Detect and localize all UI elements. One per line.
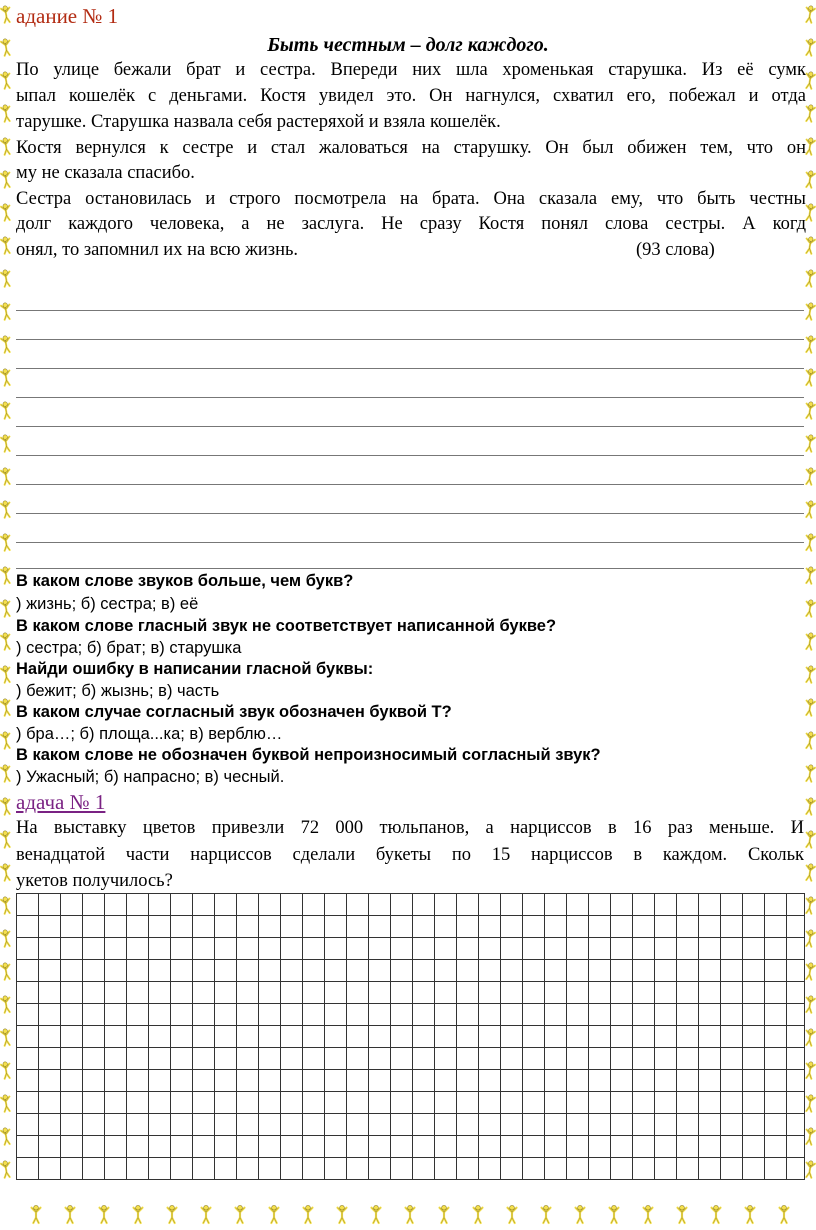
yellow-figure-icon [678, 1205, 687, 1223]
yellow-figure-icon [338, 1205, 347, 1223]
yellow-figure-icon [805, 467, 816, 485]
bottom-border-figures [0, 1194, 816, 1230]
yellow-figure-icon [1, 830, 12, 848]
yellow-figure-icon [805, 599, 816, 617]
yellow-figure-icon [805, 929, 816, 947]
answers-5: ) Ужасный; б) напрасно; в) чесный. [16, 768, 285, 786]
yellow-figure-icon [805, 764, 816, 782]
yellow-figure-icon [805, 830, 816, 848]
story-title: Быть честным – долг каждого. [267, 34, 549, 56]
yellow-figure-icon [1, 104, 12, 122]
yellow-figure-icon [805, 1061, 816, 1079]
yellow-figure-icon [1, 401, 12, 419]
yellow-figure-icon [805, 104, 816, 122]
yellow-figure-icon [1, 467, 12, 485]
answers-1: ) жизнь; б) сестра; в) её [16, 595, 199, 613]
math-problem-line: укетов получилось? [16, 871, 173, 891]
question-3: Найди ошибку в написании гласной буквы: [16, 660, 374, 678]
yellow-figure-icon [1, 236, 12, 254]
word-count: (93 слова) [636, 240, 715, 260]
yellow-figure-icon [32, 1205, 41, 1223]
yellow-figure-icon [202, 1205, 211, 1223]
yellow-figure-icon [1, 797, 12, 815]
yellow-figure-icon [805, 863, 816, 881]
answers-4: ) бра…; б) площа...ка; в) верблю… [16, 725, 283, 743]
story-line: Костя вернулся к сестре и стал жаловаться на старушку. Он был обижен тем, что он [16, 138, 806, 158]
yellow-figure-icon [805, 698, 816, 716]
yellow-figure-icon [805, 137, 816, 155]
yellow-figure-icon [1, 203, 12, 221]
writing-line[interactable] [16, 368, 804, 369]
yellow-figure-icon [576, 1205, 585, 1223]
yellow-figure-icon [610, 1205, 619, 1223]
yellow-figure-icon [1, 434, 12, 452]
yellow-figure-icon [440, 1205, 449, 1223]
yellow-figure-icon [1, 566, 12, 584]
yellow-figure-icon [1, 500, 12, 518]
yellow-figure-icon [1, 929, 12, 947]
yellow-figure-icon [168, 1205, 177, 1223]
yellow-figure-icon [805, 1094, 816, 1112]
yellow-figure-icon [1, 1094, 12, 1112]
yellow-figure-icon [1, 170, 12, 188]
yellow-figure-icon [236, 1205, 245, 1223]
yellow-figure-icon [805, 1127, 816, 1145]
math-problem-line: На выставку цветов привезли 72 000 тюльпанов, а нарциссов в 16 раз меньше. И [16, 818, 804, 838]
yellow-figure-icon [1, 599, 12, 617]
yellow-figure-icon [1, 1028, 12, 1046]
yellow-figure-icon [1, 5, 12, 23]
yellow-figure-icon [1, 368, 12, 386]
yellow-figure-icon [1, 1061, 12, 1079]
answers-3: ) бежит; б) жызнь; в) часть [16, 682, 220, 700]
yellow-figure-icon [805, 302, 816, 320]
yellow-figure-icon [780, 1205, 789, 1223]
story-line: долг каждого человека, а не заслуга. Не сразу Костя понял слова сестры. А когд [16, 214, 806, 234]
math-task-title: адача № 1 [16, 790, 106, 814]
yellow-figure-icon [805, 170, 816, 188]
yellow-figure-icon [406, 1205, 415, 1223]
yellow-figure-icon [805, 368, 816, 386]
question-1: В каком слове звуков больше, чем букв? [16, 572, 354, 590]
yellow-figure-icon [542, 1205, 551, 1223]
yellow-figure-icon [805, 533, 816, 551]
question-5: В каком слове не обозначен буквой непроизносимый согласный звук? [16, 746, 601, 764]
yellow-figure-icon [746, 1205, 755, 1223]
yellow-figure-icon [805, 1160, 816, 1178]
yellow-figure-icon [805, 203, 816, 221]
writing-line[interactable] [16, 568, 804, 569]
yellow-figure-icon [1, 698, 12, 716]
yellow-figure-icon [805, 896, 816, 914]
yellow-figure-icon [1, 962, 12, 980]
math-grid[interactable] [16, 893, 805, 1180]
story-line: ыпал кошелёк с деньгами. Костя увидел это. Он нагнулся, схватил его, побежал и отда [16, 86, 806, 106]
writing-line[interactable] [16, 339, 804, 340]
yellow-figure-icon [805, 962, 816, 980]
yellow-figure-icon [1, 335, 12, 353]
yellow-figure-icon [134, 1205, 143, 1223]
yellow-figure-icon [805, 632, 816, 650]
yellow-figure-icon [1, 1127, 12, 1145]
yellow-figure-icon [100, 1205, 109, 1223]
story-line: онял, то запомнил их на всю жизнь. [16, 240, 299, 260]
writing-line[interactable] [16, 397, 804, 398]
yellow-figure-icon [805, 434, 816, 452]
yellow-figure-icon [805, 236, 816, 254]
left-border-figures [0, 0, 16, 1230]
yellow-figure-icon [805, 269, 816, 287]
yellow-figure-icon [644, 1205, 653, 1223]
question-4: В каком случае согласный звук обозначен буквой Т? [16, 703, 452, 721]
yellow-figure-icon [508, 1205, 517, 1223]
yellow-figure-icon [1, 269, 12, 287]
math-problem-line: венадцатой части нарциссов сделали букеты по 15 нарциссов в каждом. Скольк [16, 845, 804, 865]
yellow-figure-icon [805, 797, 816, 815]
story-line: му не сказала спасибо. [16, 163, 195, 183]
story-line: тарушке. Старушка назвала себя растеряхой и взяла кошелёк. [16, 112, 501, 132]
yellow-figure-icon [805, 401, 816, 419]
yellow-figure-icon [474, 1205, 483, 1223]
yellow-figure-icon [1, 71, 12, 89]
writing-line[interactable] [16, 542, 804, 543]
yellow-figure-icon [372, 1205, 381, 1223]
yellow-figure-icon [1, 302, 12, 320]
yellow-figure-icon [270, 1205, 279, 1223]
yellow-figure-icon [1, 632, 12, 650]
yellow-figure-icon [1, 137, 12, 155]
yellow-figure-icon [805, 731, 816, 749]
yellow-figure-icon [805, 566, 816, 584]
writing-line[interactable] [16, 455, 804, 456]
yellow-figure-icon [805, 335, 816, 353]
yellow-figure-icon [1, 764, 12, 782]
yellow-figure-icon [1, 731, 12, 749]
yellow-figure-icon [805, 5, 816, 23]
writing-line[interactable] [16, 310, 804, 311]
yellow-figure-icon [805, 500, 816, 518]
writing-line[interactable] [16, 426, 804, 427]
yellow-figure-icon [805, 1028, 816, 1046]
yellow-figure-icon [1, 863, 12, 881]
yellow-figure-icon [1, 1160, 12, 1178]
yellow-figure-icon [805, 71, 816, 89]
yellow-figure-icon [1, 665, 12, 683]
yellow-figure-icon [1, 533, 12, 551]
story-line: По улице бежали брат и сестра. Впереди них шла хроменькая старушка. Из её сумк [16, 60, 806, 80]
yellow-figure-icon [1, 995, 12, 1013]
task-title: адание № 1 [16, 4, 119, 28]
yellow-figure-icon [66, 1205, 75, 1223]
story-line: Сестра остановилась и строго посмотрела на брата. Она сказала ему, что быть честны [16, 189, 806, 209]
writing-line[interactable] [16, 513, 804, 514]
yellow-figure-icon [712, 1205, 721, 1223]
answers-2: ) сестра; б) брат; в) старушка [16, 639, 242, 657]
question-2: В каком слове гласный звук не соответствует написанной букве? [16, 617, 557, 635]
writing-line[interactable] [16, 484, 804, 485]
yellow-figure-icon [304, 1205, 313, 1223]
yellow-figure-icon [805, 665, 816, 683]
yellow-figure-icon [805, 995, 816, 1013]
yellow-figure-icon [1, 896, 12, 914]
